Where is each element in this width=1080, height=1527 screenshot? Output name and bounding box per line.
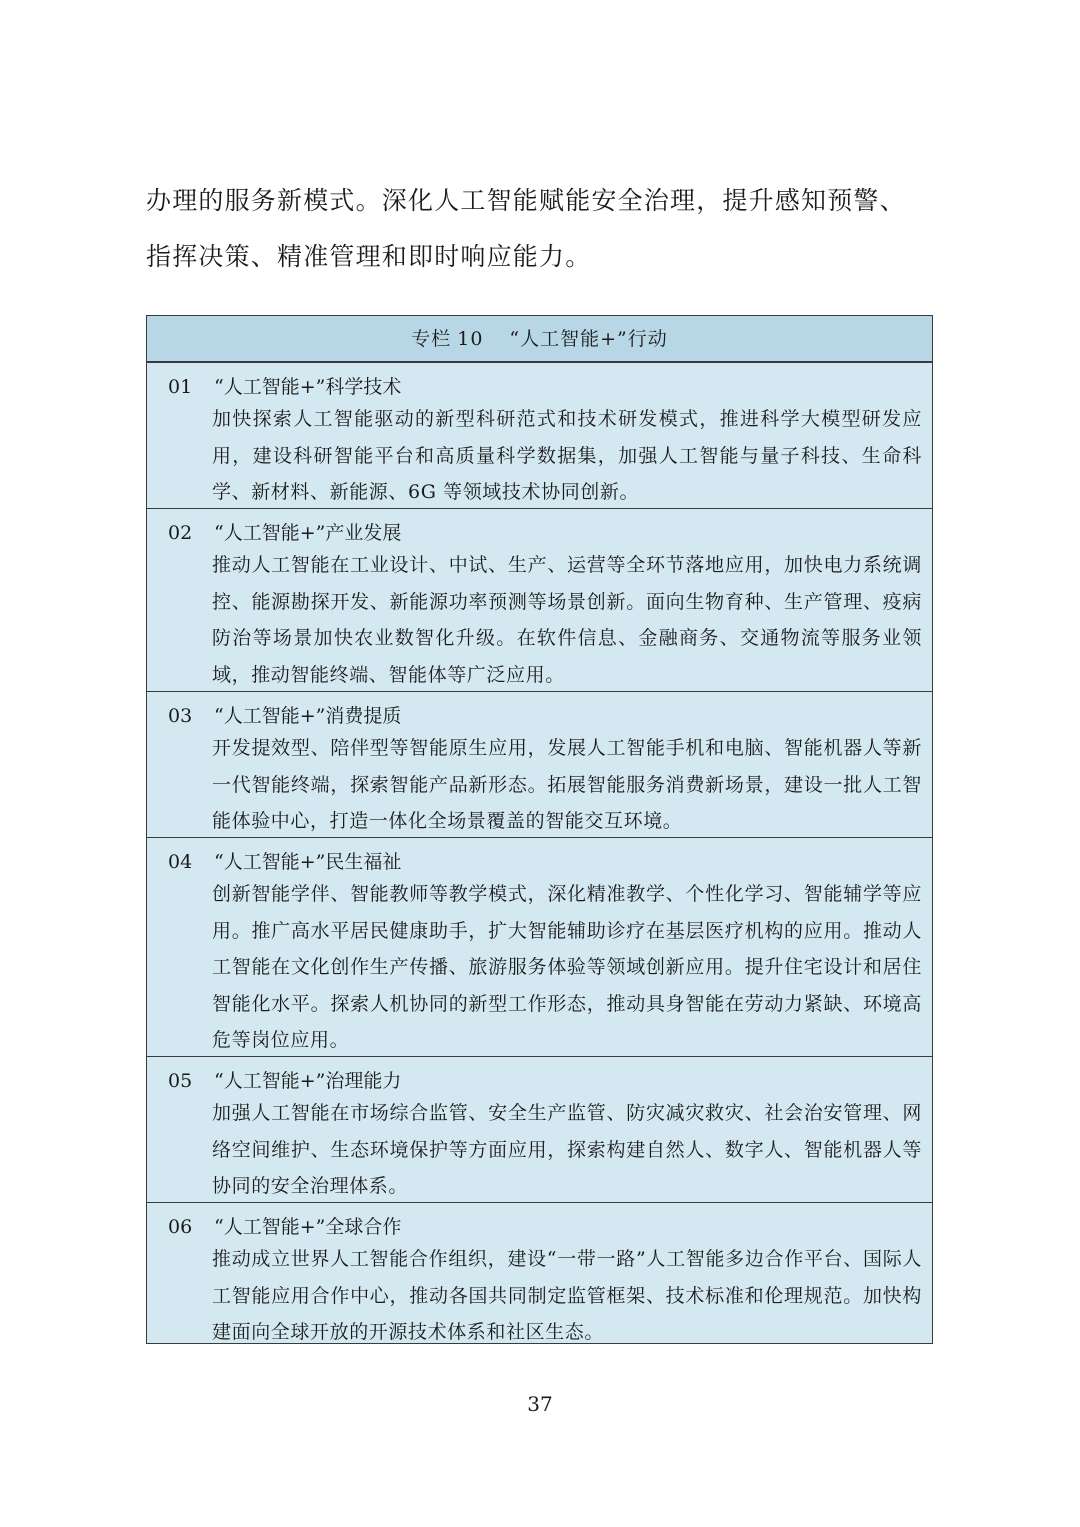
section-number: 02 <box>168 522 193 544</box>
section-title-row <box>147 373 932 401</box>
section-title-row <box>147 519 932 547</box>
box-header <box>147 316 932 362</box>
section-title-row <box>147 702 932 730</box>
box-section-05 <box>147 1056 932 1202</box>
box-section-04 <box>147 837 932 1056</box>
box-section-01 <box>147 362 932 508</box>
section-title: “人工智能+”全球合作 <box>214 1216 402 1238</box>
feature-box <box>146 315 933 1344</box>
box-section-06 <box>147 1202 932 1343</box>
section-title: “人工智能+”科学技术 <box>214 376 402 398</box>
section-title: “人工智能+”民生福祉 <box>214 851 402 873</box>
section-body: 创新智能学伴、智能教师等教学模式，深化精准教学、个性化学习、智能辅学等应用。推广高水平居民健康助手，扩大智能辅助诊疗在基层医疗机构的应用。推动人工智能在文化创作生产传播、旅游服务体验等领域创新应用。提升住宅设计和居住智能化水平。探索人机协同的新型工作形态，推动具身智能在劳动力紧缺、环境高危等岗位应用。 <box>212 883 922 1051</box>
section-number: 03 <box>168 705 193 727</box>
section-title: “人工智能+”治理能力 <box>214 1070 402 1092</box>
section-title: “人工智能+”产业发展 <box>214 522 402 544</box>
box-section-02 <box>147 508 932 691</box>
box-header-title: “人工智能+”行动 <box>509 328 668 350</box>
box-header-number: 10 <box>457 328 484 350</box>
section-body: 加强人工智能在市场综合监管、安全生产监管、防灾减灾救灾、社会治安管理、网络空间维护、生态环境保护等方面应用，探索构建自然人、数字人、智能机器人等协同的安全治理体系。 <box>212 1102 922 1197</box>
section-number: 05 <box>168 1070 193 1092</box>
section-body: 加快探索人工智能驱动的新型科研范式和技术研发模式，推进科学大模型研发应用，建设科研智能平台和高质量科学数据集，加强人工智能与量子科技、生命科学、新材料、新能源、6G 等领域技术协同创新。 <box>212 408 922 503</box>
page-number: 37 <box>527 1392 553 1416</box>
section-title-row <box>147 1067 932 1095</box>
section-title: “人工智能+”消费提质 <box>214 705 402 727</box>
section-body: 推动成立世界人工智能合作组织，建设“一带一路”人工智能多边合作平台、国际人工智能应用合作中心，推动各国共同制定监管框架、技术标准和伦理规范。加快构建面向全球开放的开源技术体系和社区生态。 <box>212 1248 922 1343</box>
section-body: 开发提效型、陪伴型等智能原生应用，发展人工智能手机和电脑、智能机器人等新一代智能终端，探索智能产品新形态。拓展智能服务消费新场景，建设一批人工智能体验中心，打造一体化全场景覆盖的智能交互环境。 <box>212 737 922 832</box>
section-title-row <box>147 1213 932 1241</box>
section-number: 01 <box>168 376 193 398</box>
intro-line: 办理的服务新模式。深化人工智能赋能安全治理，提升感知预警、 <box>146 186 906 215</box>
box-section-03 <box>147 691 932 837</box>
box-header-label: 专栏 <box>411 328 452 350</box>
section-body: 推动人工智能在工业设计、中试、生产、运营等全环节落地应用，加快电力系统调控、能源勘探开发、新能源功率预测等场景创新。面向生物育种、生产管理、疫病防治等场景加快农业数智化升级。在软件信息、金融商务、交通物流等服务业领域，推动智能终端、智能体等广泛应用。 <box>212 554 922 686</box>
section-number: 06 <box>168 1216 193 1238</box>
intro-line: 指挥决策、精准管理和即时响应能力。 <box>146 242 592 271</box>
intro-paragraph <box>146 188 946 300</box>
section-number: 04 <box>168 851 193 873</box>
section-title-row <box>147 848 932 876</box>
